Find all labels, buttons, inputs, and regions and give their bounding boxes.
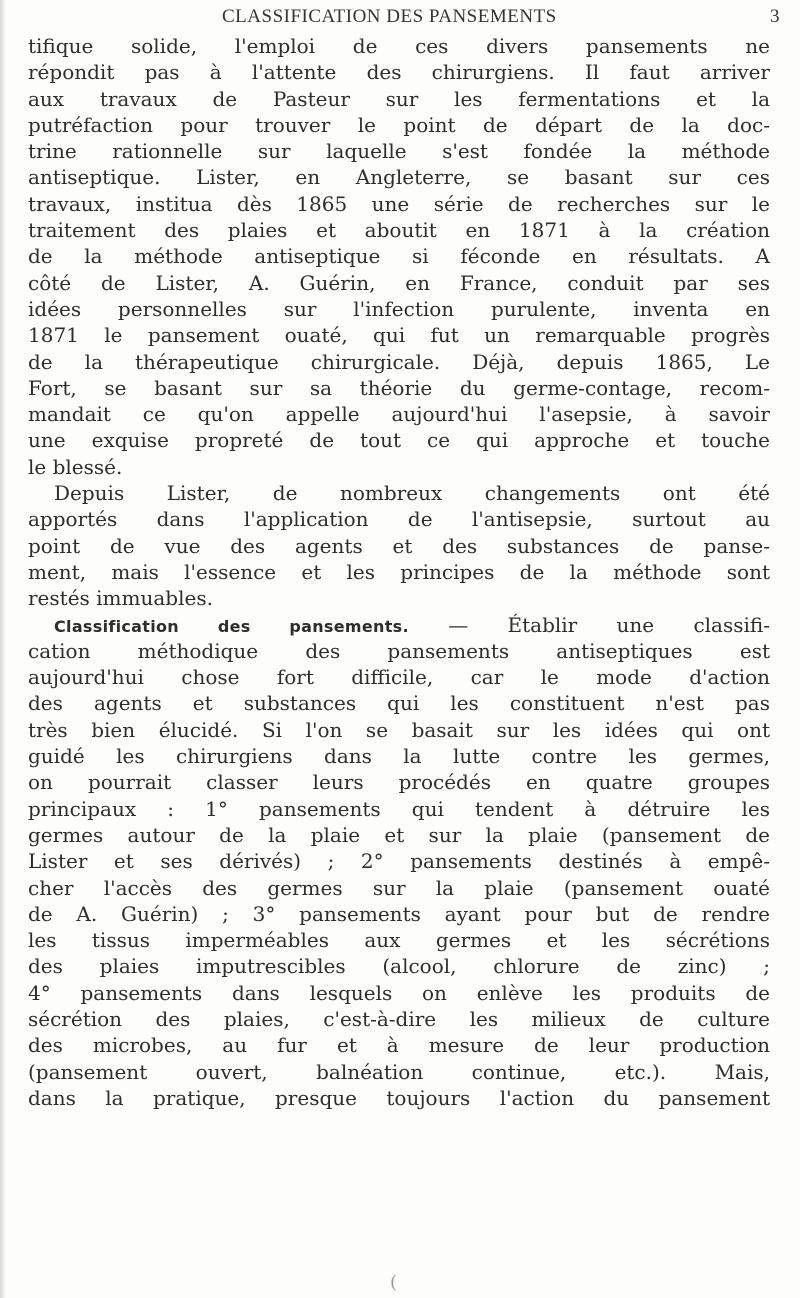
- page-number: 3: [770, 6, 780, 27]
- body-text: [28, 33, 770, 1111]
- text-line: apportés dans l'application de l'antisepsie, surtout au: [28, 507, 770, 532]
- text-line: Depuis Lister, de nombreux changements ont été: [54, 481, 770, 506]
- running-header: CLASSIFICATION DES PANSEMENTS: [222, 6, 557, 27]
- text-line: putréfaction pour trouver le point de départ de la doc-: [28, 112, 770, 137]
- text-line: dans la pratique, presque toujours l'action du pansement: [28, 1085, 770, 1110]
- text-line: sécrétion des plaies, c'est-à-dire les milieux de culture: [28, 1006, 770, 1031]
- text-line: le blessé.: [28, 454, 123, 479]
- text-line: 4° pansements dans lesquels on enlève les produits de: [28, 980, 770, 1005]
- text-line: cation méthodique des pansements antiseptiques est: [28, 638, 770, 663]
- page-gutter-shadow: [0, 0, 6, 1298]
- text-line: très bien élucidé. Si l'on se basait sur les idées qui ont: [28, 717, 770, 742]
- text-line: idées personnelles sur l'infection purulente, inventa en: [28, 296, 770, 321]
- paragraph-continuation: [28, 33, 770, 480]
- text-line: trine rationnelle sur laquelle s'est fondée la méthode: [28, 139, 770, 164]
- text-line: antiseptique. Lister, en Angleterre, se basant sur ces: [28, 165, 770, 190]
- section-heading: Classification des pansements.: [54, 616, 409, 636]
- text-line: (pansement ouvert, balnéation continue, etc.). Mais,: [28, 1059, 770, 1084]
- text-line: ment, mais l'essence et les principes de la méthode sont: [28, 559, 770, 584]
- text-line: côté de Lister, A. Guérin, en France, conduit par ses: [28, 270, 770, 295]
- text-line: germes autour de la plaie et sur la plaie (pansement de: [28, 822, 770, 847]
- text-line: traitement des plaies et aboutit en 1871 à la création: [28, 218, 770, 243]
- text-line: de la méthode antiseptique si féconde en résultats. A: [28, 244, 770, 269]
- text-line: travaux, institua dès 1865 une série de recherches sur le: [28, 191, 770, 216]
- text-line: 1871 le pansement ouaté, qui fut un remarquable progrès: [28, 323, 770, 348]
- text-line: Fort, se basant sur sa théorie du germe-contage, recom-: [28, 375, 770, 400]
- text-line: mandait ce qu'on appelle aujourd'hui l'asepsie, à savoir: [28, 402, 770, 427]
- text-line: point de vue des agents et des substances de panse-: [28, 533, 770, 558]
- text-line: des microbes, au fur et à mesure de leur production: [28, 1033, 770, 1058]
- text-line: de A. Guérin) ; 3° pansements ayant pour but de rendre: [28, 901, 770, 926]
- text-line: Lister et ses dérivés) ; 2° pansements destinés à empê-: [28, 849, 770, 874]
- text-line: cher l'accès des germes sur la plaie (pansement ouaté: [28, 875, 770, 900]
- text-line: principaux : 1° pansements qui tendent à détruire les: [28, 796, 770, 821]
- text-line: restés immuables.: [28, 586, 213, 611]
- text-line: aux travaux de Pasteur sur les fermentations et la: [28, 86, 770, 111]
- paragraph-classification: [28, 612, 770, 1112]
- section-heading-continuation: — Établir une classifi-: [408, 612, 770, 637]
- text-line: tifique solide, l'emploi de ces divers pansements ne: [28, 34, 770, 58]
- text-line: aujourd'hui chose fort difficile, car le mode d'action: [28, 665, 770, 690]
- text-line: [28, 612, 770, 638]
- text-line: répondit pas à l'attente des chirurgiens. Il faut arriver: [28, 60, 770, 85]
- text-line: de la thérapeutique chirurgicale. Déjà, depuis 1865, Le: [28, 349, 770, 374]
- stray-ink-mark: (: [390, 1272, 398, 1293]
- paragraph-lister-changes: [28, 480, 770, 611]
- text-line: des agents et substances qui les constituent n'est pas: [28, 691, 770, 716]
- text-line: guidé les chirurgiens dans la lutte contre les germes,: [28, 744, 770, 769]
- text-line: des plaies imputrescibles (alcool, chlorure de zinc) ;: [28, 954, 770, 979]
- text-line: une exquise propreté de tout ce qui approche et touche: [28, 428, 770, 453]
- text-line: les tissus imperméables aux germes et les sécrétions: [28, 928, 770, 953]
- text-line: on pourrait classer leurs procédés en quatre groupes: [28, 770, 770, 795]
